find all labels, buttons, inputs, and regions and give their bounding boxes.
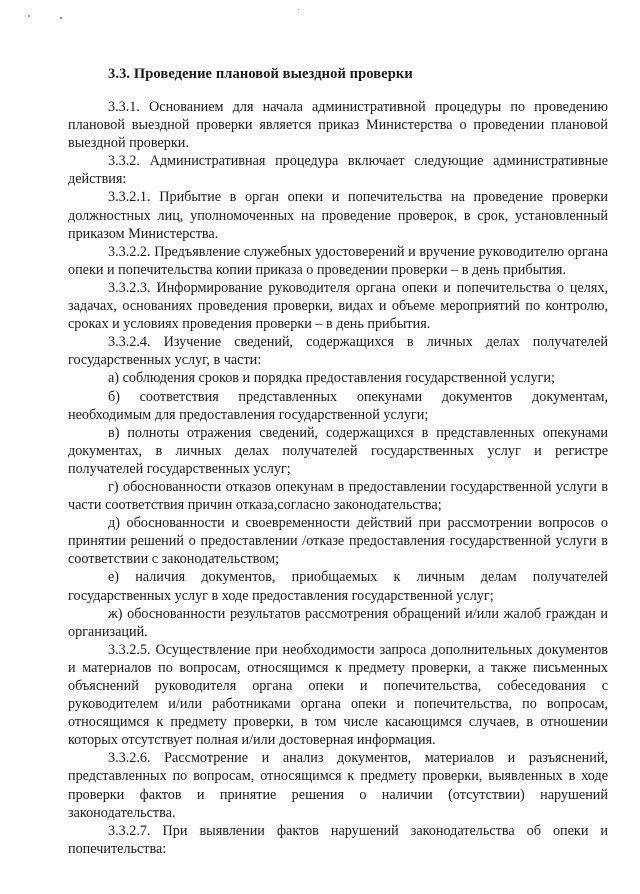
paragraph-3-3-2-5: 3.3.2.5. Осуществление при необходимости запроса дополнительных документов и материалов по вопросам, относящимся к предмету проверки, а также письменных объяснений руководителя органа опеки и попечительства, собеседования с руководителем и/или работниками органа опеки и попечительства, по вопросам, относящимся к предмету проверки, в том числе касающимся случаев, в отношении которых отсутствует полная и/или достоверная информация. (68, 641, 608, 749)
paragraph-3-3-2-6: 3.3.2.6. Рассмотрение и анализ документов, материалов и разъяснений, представленных по вопросам, относящимся к предмету проверки, выявленных в ходе проверки фактов и принятие решения о наличии (отсутствии) нарушений законодательства. (68, 750, 608, 821)
document-body (68, 98, 608, 858)
list-item-b: б) соответствия представленных опекунами документов документам, необходимым для предоставления государственной услуги; (68, 388, 608, 423)
list-item-g: г) обоснованности отказов опекунам в предоставлении государственной услуги в части соответствия причин отказа,согласно законодательства; (68, 478, 608, 514)
list-item-a: а) соблюдения сроков и порядка предоставления государственной услуги; (108, 370, 555, 387)
list-item-v: в) полноты отражения сведений, содержащихся в представленных опекунами документах, в личных делах получателей государственных услуг и регистре получателей государственных услуг; (68, 424, 608, 477)
list-item-e: е) наличия документов, приобщаемых к личным делам получателей государственных услуг в ходе предоставления государственной услуг; (68, 569, 608, 604)
list-item-d: д) обоснованности и своевременности действий при рассмотрении вопросов о принятии решений о предоставлении /отказе предоставления государственной услуги в соответствии с законодательством; (68, 515, 608, 568)
paragraph-3-3-2-7: 3.3.2.7. При выявлении фактов нарушений законодательства об опеки и попечительства: (68, 822, 608, 857)
list-item-zh: ж) обоснованности результатов рассмотрения обращений и/или жалоб граждан и организаций. (68, 605, 608, 640)
paragraph-3-3-2-4: 3.3.2.4. Изучение сведений, содержащихся в личных делах получателей государственных услуг, в части: (68, 334, 608, 369)
paragraph-3-3-1: 3.3.1. Основанием для начала административной процедуры по проведению плановой выездной проверки является приказ Министерства о проведении плановой выездной проверки. (68, 99, 608, 152)
scan-speck (28, 15, 30, 17)
section-title: 3.3. Проведение плановой выездной проверки (108, 66, 413, 82)
paragraph-3-3-2-1: 3.3.2.1. Прибытие в орган опеки и попечительства на проведение проверки должностных лиц, уполномоченных на проведение проверок, в срок, установленный приказом Министерства. (68, 189, 608, 242)
paragraph-3-3-2-2: 3.3.2.2. Предъявление служебных удостоверений и вручение руководителю органа опеки и попечительства копии приказа о проведении проверки – в день прибытия. (68, 243, 608, 278)
paragraph-3-3-2: 3.3.2. Административная процедура включает следующие административные действия: (68, 153, 608, 188)
scan-speck (298, 9, 299, 10)
paragraph-3-3-2-3: 3.3.2.3. Информирование руководителя органа опеки и попечительства о целях, задачах, основаниях проведения проверки, видах и объеме мероприятий по контролю, сроках и условиях проведения проверки – в день прибытия. (68, 279, 608, 333)
scan-speck (60, 17, 62, 19)
